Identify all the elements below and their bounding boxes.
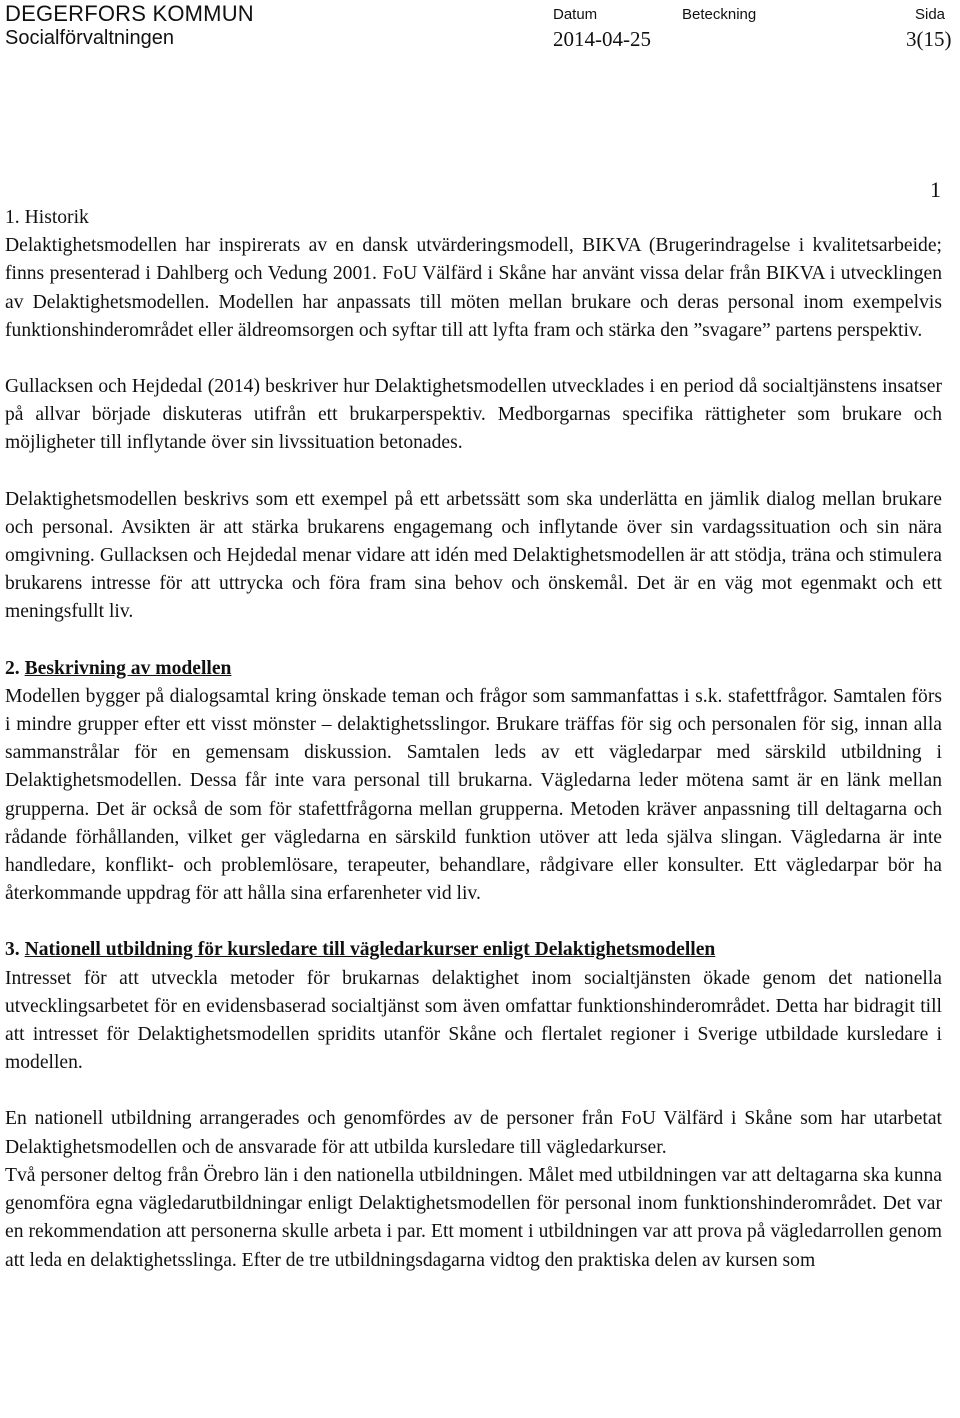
section-model-description (5, 655, 942, 909)
paragraph: En nationell utbildning arrangerades och genomfördes av de personer från FoU Välfärd i Skåne som har utarbetat Delaktighetsmodellen och de ansvarade för att utbilda kursledare till vägledarkurser. (5, 1108, 942, 1158)
department-name: Socialförvaltningen (5, 27, 174, 49)
paragraph: Delaktighetsmodellen har inspirerats av en dansk utvärderingsmodell, BIKVA (Brugerindragelse i kvalitetsarbeide; finns presenterad i Dahlberg och Vedung 2001. FoU Välfärd i Skåne har använt vissa delar från BIKVA i utvecklingen av Delaktighetsmodellen. Modellen har anpassats till möten mellan brukare och deras personal inom exempelvis funktionshinderområdet eller äldreomsorgen och syftar till att lyfta fram och stärka den ”svagare” partens perspektiv. (5, 235, 942, 341)
paragraph: Två personer deltog från Örebro län i den nationella utbildningen. Målet med utbildningen var att deltagarna ska kunna genomföra egna vägledarutbildningar enligt Delaktighetsmodellen för personal inom funktionshinderområdet. Det var en rekommendation att personerna skulle arbeta i par. Ett moment i utbildningen var att prova på vägledarrollen genom att leda en delaktighetsslinga. Efter de tre utbildningsdagarna vidtog den praktiska delen av kursen som (5, 1164, 942, 1271)
spacer (5, 908, 942, 936)
document-body (5, 204, 942, 1275)
date-label: Datum (553, 6, 598, 23)
page-marker: 1 (930, 177, 941, 202)
spacer (5, 1077, 942, 1105)
paragraph: Delaktighetsmodellen beskrivs som ett exempel på ett arbetssätt som ska underlätta en jämlik dialog mellan brukare och personal. Avsikten är att stärka brukarens engagemang och inflytande över sin vardagssituation och sin nära omgivning. Gullacksen och Hejdedal menar vidare att idén med Delaktighetsmodellen är att stödja, träna och stimulera brukarens intresse för att uttrycka och föra fram sina behov och önskemål. Det är en väg mot egenmakt och ett meningsfullt liv. (5, 488, 942, 623)
spacer (5, 458, 942, 486)
section-heading-history: 1. Historik (5, 207, 89, 228)
heading-text: Nationell utbildning för kursledare till vägledarkurser enligt Delaktighetsmodellen (24, 939, 716, 961)
paragraph: Modellen bygger på dialogsamtal kring önskade teman och frågor som sammanfattas i s.k. stafettfrågor. Samtalen förs i mindre grupper efter ett visst mönster – delaktighetsslingor. Brukare träffas för sig och personalen för sig, innan alla sammanstrålar för en gemensam diskussion. Samtalen leds av ett vägledarpar med särskild utbildning i Delaktighetsmodellen. Dessa får inte vara personal till brukarna. Vägledarna leder mötena samt är en länk mellan grupperna. Det är också de som för stafettfrågorna mellan grupperna. Metoden kräver anpassning till deltagarna och rådande förhållanden, vilket ger vägledarna en särskild funktion utöver att leda själva slingan. Vägledarna är inte handledare, konflikt- och problemlösare, terapeuter, behandlare, rådgivare eller konsulter. Ett vägledarpar bör ha återkommande uppdrag för att hålla sina erfarenheter vid liv. (5, 685, 942, 905)
paragraph: Intresset för att utveckla metoder för brukarnas delaktighet inom socialtjänsten ökade genom det nationella utvecklingsarbetet för en evidensbaserad socialtjänst som även omfattar funktionshinderområdet. Detta har bidragit till att intresset för Delaktighetsmodellen spridits utanför Skåne och flertalet regioner i Sverige utbildade kursledare i modellen. (5, 967, 942, 1074)
spacer (5, 627, 942, 655)
page-number: 3(15) (906, 27, 952, 51)
heading-number: 2. (5, 657, 20, 679)
paragraph: Gullacksen och Hejdedal (2014) beskriver hur Delaktighetsmodellen utvecklades i en period då socialtjänstens insatser på allvar började diskuteras utifrån ett brukarperspektiv. Medborgarnas specifika rättigheter som brukare och möjligheter till inflytande över sin livssituation betonades. (5, 376, 942, 454)
section-history (5, 204, 942, 627)
page-label: Sida (915, 6, 946, 23)
section-heading-model (5, 655, 942, 683)
spacer (5, 345, 942, 373)
org-name: DEGERFORS KOMMUN (5, 1, 254, 26)
reference-label: Beteckning (682, 6, 757, 23)
section-heading-training (5, 936, 942, 964)
heading-number: 3. (5, 939, 20, 961)
heading-text: Beskrivning av modellen (24, 657, 232, 679)
date-value: 2014-04-25 (553, 27, 651, 51)
section-national-training (5, 936, 942, 1274)
